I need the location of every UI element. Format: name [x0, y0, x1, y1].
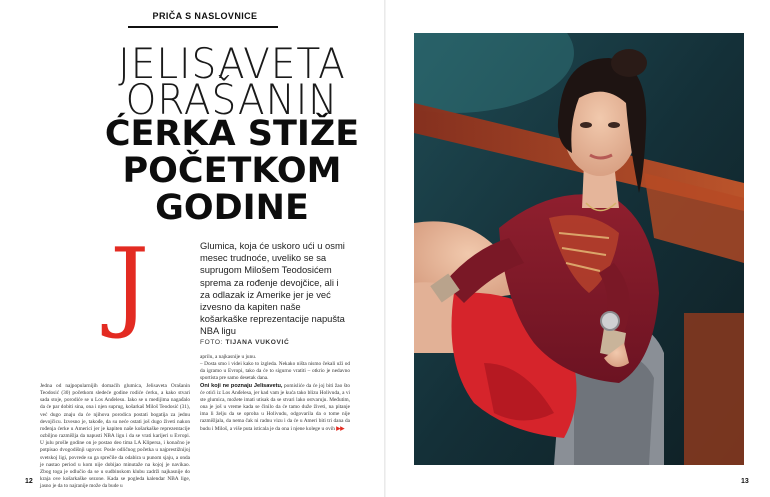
photo-credit-prefix: FOTO:: [200, 339, 224, 346]
continue-arrow-icon: ▶▶: [336, 425, 345, 432]
headline-name-line-1: JELISAVETA: [118, 39, 346, 88]
headline-title-line-1: ĆERKA STIŽE: [104, 114, 360, 154]
body-column-2: [200, 354, 350, 433]
dropcap: J: [110, 228, 150, 342]
cover-photo: [414, 33, 744, 465]
headline-title-line-2: POČETKOM: [122, 151, 342, 191]
photo-credit-name: TIJANA VUKOVIĆ: [225, 339, 290, 346]
headline-name-line-2: ORAŠANIN: [125, 75, 339, 124]
body-column-2-paragraph-3: [200, 383, 350, 433]
body-column-2-paragraph-2: – Dosta smo i videi kako to izgleda. Nekako ništa nismo čekali uži od da igramo u Evropi, tako da će to sigurno vratiti – otkrio je nedavno sportista pre samo desetak dana.: [200, 361, 350, 382]
body-lead-in: Oni koji ne poznaju Jelisavetu,: [200, 382, 283, 389]
section-label: PRIČA S NASLOVNICE: [152, 11, 258, 21]
spread-gutter: [384, 0, 386, 497]
lead-paragraph: Glumica, koja će uskoro ući u osmi mesec trudnoće, uveliko se sa suprugom Milošem Teodosićem sprema za rođenje devojčice, ali i za odlazak iz Amerike jer je već izvesno da kapiten naše košarkaške reprezentacije napušta NBA ligu: [200, 240, 345, 337]
body-column-2-text: pomisliće da će joj biti žao što će otići iz Los Anđelesa, jer kad vam je kuća tako blizu Holivuda, a vi ste glumica, možete imati utisak da se stvari lako ostvaruju. Međutim, ona je još u vreme kada se činilo da će tamo duže živeti, na pitanje ima li želju da se oproba u Holivudu, odgovarila da o tome nije razmišljala, da nema čak ni radnu vizu i da će u Ameri biti tri dana da budu i Miloš, a više puta isticala je da ona i njene kolege u ovih: [200, 382, 350, 432]
headline-title-line-3: GODINE: [155, 188, 309, 228]
page-number-right: 13: [741, 478, 749, 485]
photo-credit: [200, 339, 289, 346]
body-column-1: Jedna od najpopularnijih domaćih glumica, Jelisaveta Orašanin Teodosić (30) početkom sledeće godine rodiće ćerku, a kako stvari sada stoje, porodiće se u Los Anđelesu. Iako se u medijima nagađalo da će par dobiti sina, ona i njen suprug, košarkaš Miloš Teodosić (31), već dugo znaju da će njihova porodica postati bogatija za jednu devojčicu. Izvesno je, takođe, da su neće ostati još dugo živeti nakon rođenja ćerke u Americi jer je kapiten naše košarkaške reprezentacije ozbiljno razmišlja da napusti NBA ligu i da se vrati karijeri u Evropi. U julu prošle godine on je postao deo tima LA Klipersa, i konačno je potpisao dvogodišnji ugovor. Posle odličnog početka u najprestižnijoj svetskoj ligi, povrede su ga sprečile da odabira u punom sjaju, a onda je nastao period u kom nije dobijao minutaže na kojoj je navikao. Zbog toga je odlučio da se u sudbinskom klubu zadrži najkasnije do kraja ove košarkaške sezone. Kada se pogleda kalendar NBA lige, jasno je da to najranije može da bude u: [40, 383, 190, 490]
page-number-left: 12: [25, 478, 33, 485]
body-column-2-intro: aprilu, a najkasnije u junu.: [200, 354, 257, 360]
section-rule: [128, 26, 278, 28]
cover-photo-illustration: [414, 33, 744, 465]
